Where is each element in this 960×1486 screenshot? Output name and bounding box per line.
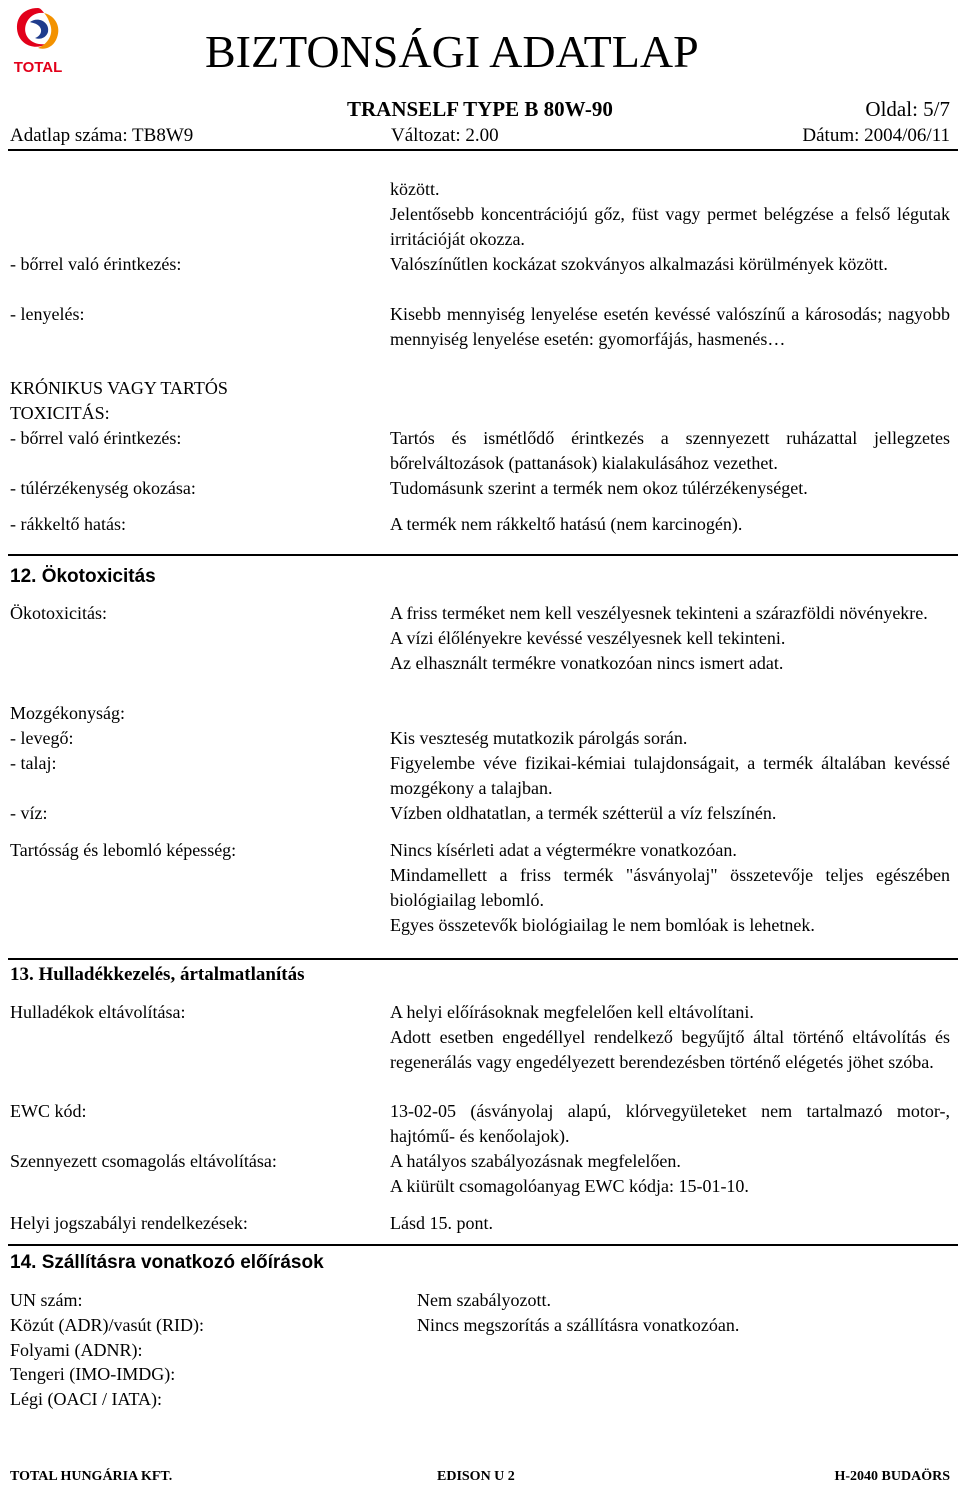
section-12-divider	[8, 554, 958, 556]
footer-city: H-2040 BUDAÖRS	[834, 1469, 950, 1484]
skin-contact-text: Valószínűtlen kockázat szokványos alkalmazási körülmények között.	[390, 254, 888, 274]
waste-removal-label: Hulladékok eltávolítása:	[10, 1002, 186, 1022]
section-14-heading: 14. Szállításra vonatkozó előírások	[10, 1252, 324, 1273]
ecotoxicity-text: A friss terméket nem kell veszélyesnek tekinteni a szárazföldi növényekre. A vízi élőlényekre kevéssé veszélyesnek kell tekinteni. Az elhasznált termékre vonatkozóan nincs ismert adat.	[390, 603, 928, 673]
air-label: - levegő:	[10, 728, 74, 748]
road-rail-label: Közút (ADR)/vasút (RID):	[10, 1315, 204, 1335]
road-rail-text: Nincs megszorítás a szállításra vonatkozóan.	[417, 1315, 740, 1335]
chronic-skin-text: Tartós és ismétlődő érintkezés a szennyezett ruházattal jellegzetes bőrelváltozások (pattanások) kialakulásához vezethet.	[390, 428, 950, 473]
chronic-skin-label: - bőrrel való érintkezés:	[10, 428, 182, 448]
inland-waterway-label: Folyami (ADNR):	[10, 1340, 143, 1360]
mobility-label: Mozgékonyság:	[10, 703, 125, 723]
section-14-divider	[8, 1244, 958, 1246]
ecotoxicity-label: Ökotoxicitás:	[10, 603, 107, 623]
local-regulations-text: Lásd 15. pont.	[390, 1213, 493, 1233]
header-divider	[8, 149, 958, 151]
water-text: Vízben oldhatatlan, a termék szétterül a víz felszínén.	[390, 803, 777, 823]
un-number-label: UN szám:	[10, 1290, 83, 1310]
total-logo	[8, 4, 68, 76]
section-13-heading: 13. Hulladékkezelés, ártalmatlanítás	[10, 964, 305, 985]
date: Dátum: 2004/06/11	[802, 125, 950, 146]
version: Változat: 2.00	[391, 125, 499, 146]
skin-contact-label: - bőrrel való érintkezés:	[10, 254, 182, 274]
sensitization-text: Tudomásunk szerint a termék nem okoz túlérzékenységet.	[390, 478, 808, 498]
soil-label: - talaj:	[10, 753, 57, 773]
ewc-code-label: EWC kód:	[10, 1101, 87, 1121]
section-13-divider	[8, 958, 958, 960]
sea-transport-label: Tengeri (IMO-IMDG):	[10, 1364, 176, 1384]
ingestion-text: Kisebb mennyiség lenyelése esetén kevéssé valószínű a károsodás; nagyobb mennyiség lenyelése esetén: gyomorfájás, hasmenés…	[390, 304, 950, 349]
document-title: BIZTONSÁGI ADATLAP	[205, 26, 699, 77]
ewc-code-text: 13-02-05 (ásványolaj alapú, klórvegyületeket nem tartalmazó motor-, hajtómű- és kenőolajok).	[390, 1101, 950, 1146]
product-name: TRANSELF TYPE B 80W-90	[347, 97, 613, 121]
logo-swirl-blue	[30, 20, 48, 39]
water-label: - víz:	[10, 803, 48, 823]
air-transport-label: Légi (OACI / IATA):	[10, 1389, 163, 1409]
air-text: Kis veszteség mutatkozik párolgás során.	[390, 728, 688, 748]
local-regulations-label: Helyi jogszabályi rendelkezések:	[10, 1213, 248, 1233]
footer-company: TOTAL HUNGÁRIA KFT.	[10, 1469, 173, 1484]
section-12-heading: 12. Ökotoxicitás	[10, 566, 156, 587]
page-number: Oldal: 5/7	[865, 97, 950, 121]
packaging-label: Szennyezett csomagolás eltávolítása:	[10, 1151, 277, 1171]
carcinogenicity-text: A termék nem rákkeltő hatású (nem karcinogén).	[390, 514, 743, 534]
logo-text: TOTAL	[13, 59, 63, 76]
persistence-label: Tartósság és lebomló képesség:	[10, 840, 237, 860]
inhalation-text: között. Jelentősebb koncentrációjú gőz, füst vagy permet belégzése a felső légutak irritációját okozza.	[390, 179, 950, 249]
soil-text: Figyelembe véve fizikai-kémiai tulajdonságait, a termék általában kevéssé mozgékony a talajban.	[390, 753, 950, 798]
un-number-text: Nem szabályozott.	[417, 1290, 551, 1310]
footer-address: EDISON U 2	[437, 1469, 515, 1484]
ingestion-label: - lenyelés:	[10, 304, 85, 324]
persistence-text: Nincs kísérleti adat a végtermékre vonatkozóan. Mindamellett a friss termék "ásványolaj" összetevője teljes egészében biológiailag lebomló. Egyes összetevők biológiailag le nem bomlóak is lehetnek.	[390, 840, 950, 935]
carcinogenicity-label: - rákkeltő hatás:	[10, 514, 126, 534]
chronic-toxicity-label: KRÓNIKUS VAGY TARTÓS TOXICITÁS:	[10, 378, 228, 423]
logo-swirl-orange	[38, 13, 58, 49]
packaging-text: A hatályos szabályozásnak megfelelően. A kiürült csomagolóanyag EWC kódja: 15-01-10.	[390, 1151, 749, 1196]
sensitization-label: - túlérzékenység okozása:	[10, 478, 196, 498]
waste-removal-text: A helyi előírásoknak megfelelően kell eltávolítani. Adott esetben engedéllyel rendelkező begyűjtő által történő eltávolítás és regenerálás vagy engedélyezett berendezésben történő elégetés jöhet szóba.	[390, 1002, 950, 1072]
sheet-number: Adatlap száma: TB8W9	[10, 125, 194, 146]
